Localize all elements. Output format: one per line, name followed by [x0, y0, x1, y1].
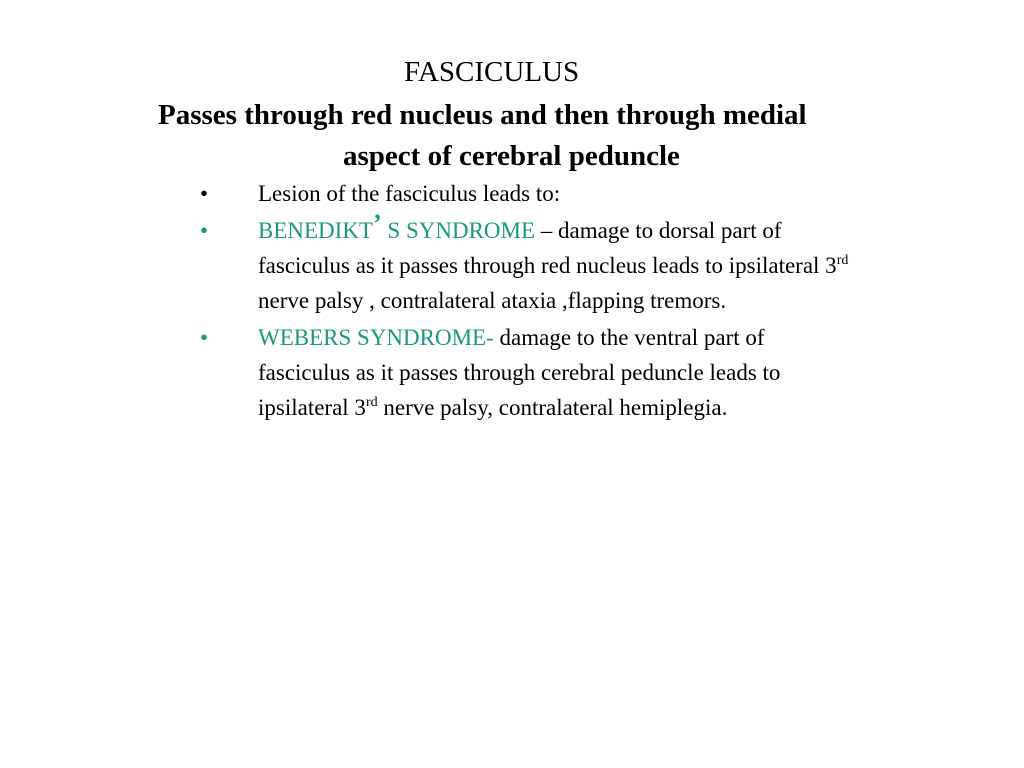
bullet-text: damage to the ventral part of	[493, 325, 765, 350]
bullet-text: nerve palsy , contralateral ataxia ,flapping tremors.	[258, 288, 727, 313]
bullet-text: nerve palsy, contralateral hemiplegia.	[377, 395, 728, 420]
keyword-text: BENEDIKT	[258, 218, 373, 243]
slide-title: FASCICULUS	[404, 56, 580, 88]
syndrome-keyword-benedikt	[258, 209, 536, 243]
bullet-text: – damage to dorsal part of	[535, 218, 782, 243]
bullet-text: ipsilateral 3	[258, 395, 366, 420]
bullet-dot: •	[200, 218, 209, 243]
bullet-item-webers	[200, 320, 1000, 425]
bullet-text: fasciculus as it passes through red nucleus leads to ipsilateral 3	[258, 253, 837, 278]
bullet-item-benedikt	[200, 209, 1000, 318]
syndrome-keyword-webers: WEBERS SYNDROME-	[258, 325, 494, 350]
bullet-item-lesion	[200, 176, 1000, 211]
keyword-text: S SYNDROME	[381, 218, 536, 243]
slide-subtitle-line-1: Passes through red nucleus and then through medial	[158, 99, 807, 131]
slide-subtitle-line-2: aspect of cerebral peduncle	[343, 140, 680, 172]
bullet-dot: •	[200, 181, 209, 206]
superscript: rd	[836, 253, 849, 268]
bullet-dot: •	[200, 325, 209, 350]
keyword-apostrophe: ’	[372, 209, 382, 238]
superscript: rd	[365, 395, 378, 410]
bullet-list	[200, 176, 1000, 427]
bullet-text: Lesion of the fasciculus leads to:	[258, 181, 561, 206]
bullet-text: fasciculus as it passes through cerebral peduncle leads to	[258, 360, 781, 385]
